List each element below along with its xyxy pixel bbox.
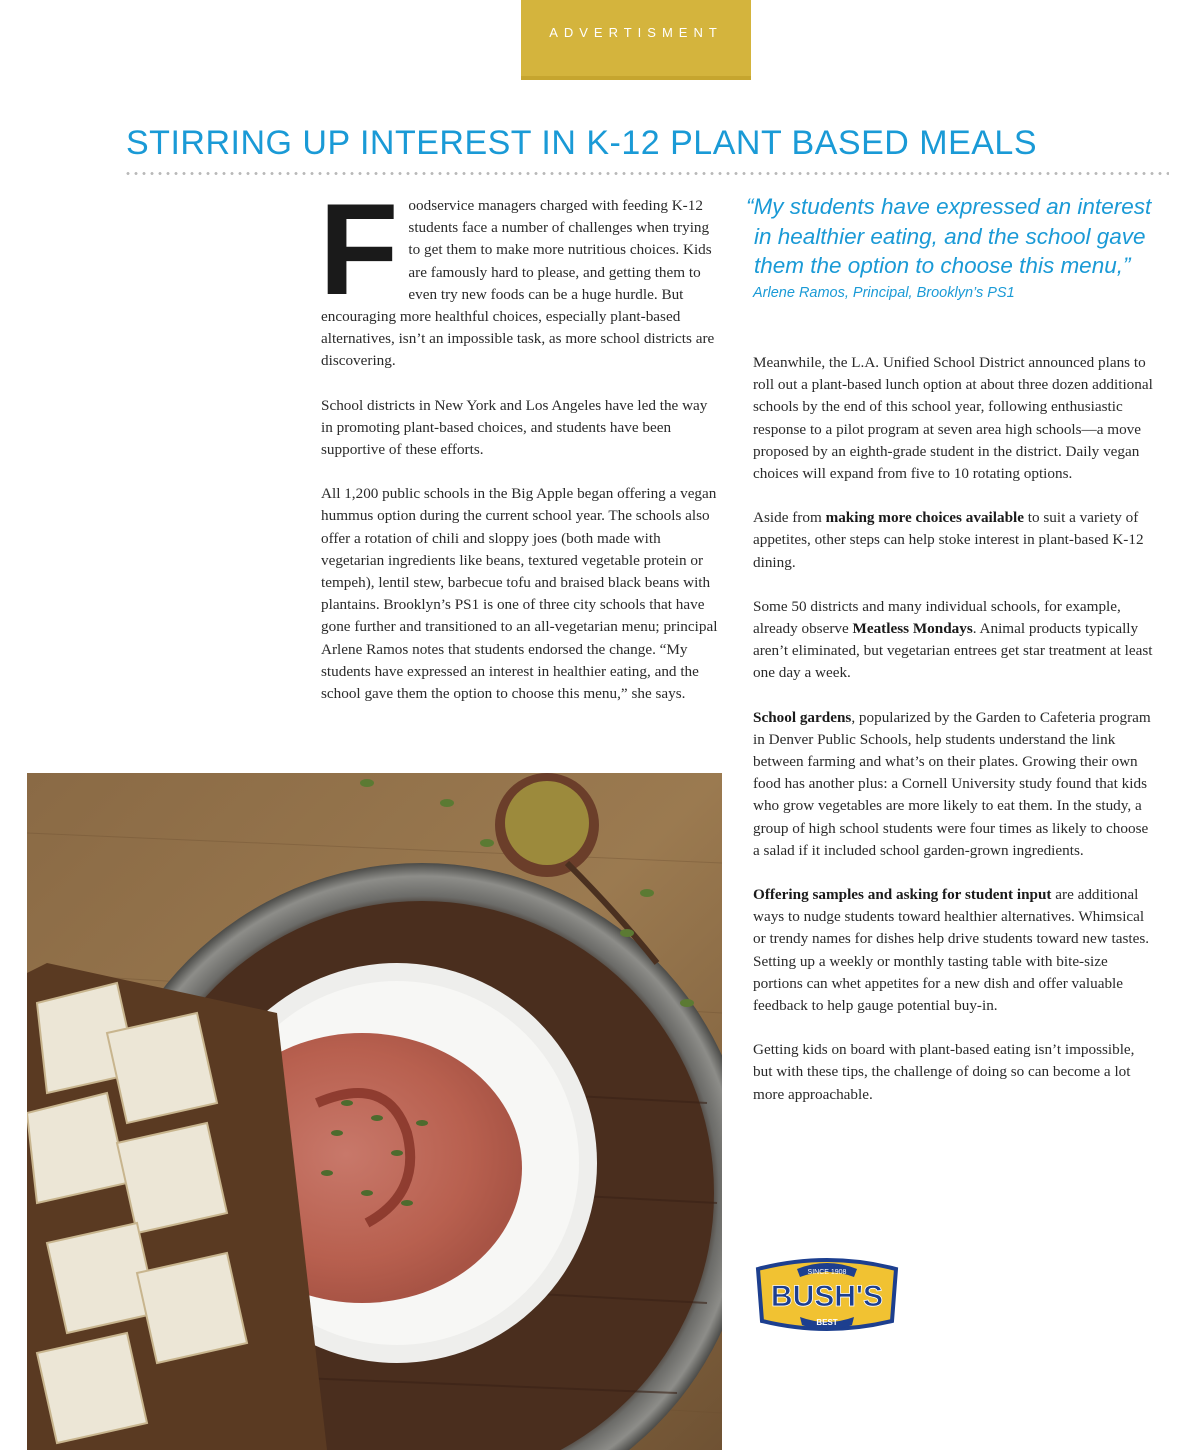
- dotted-divider: [124, 172, 1169, 175]
- advertisement-label: ADVERTISMENT: [549, 24, 723, 40]
- advertisement-banner: [521, 0, 751, 80]
- paragraph: Aside from making more choices available to suit a variety of appetites, other steps can help stoke interest in plant-based K-12 dining.: [753, 509, 1144, 571]
- paragraph: Offering samples and asking for student input are additional ways to nudge students toward healthier alternatives. Whimsical or trendy names for dishes help drive students toward new tastes. Setting up a weekly or monthly tasting table with bite-size portions can whet appetites for a new dish and offer valuable feedback to help gauge potential buy-in.: [753, 886, 1150, 1015]
- intro-paragraph: Foodservice managers charged with feeding K-12 students face a number of challenges when trying to get them to make more nutritious choices. Kids are famously hard to please, and getting them to even try new foods can be a huge hurdle. But encouraging more healthful choices, especially plant-based alternatives, isn’t an impossible task, as more school districts are discovering.: [319, 176, 715, 370]
- right-column: [753, 352, 1153, 1128]
- logo-brand-text: BUSH'S: [770, 1280, 884, 1313]
- pull-quote-text: “My students have expressed an interest in healthier eating, and the school gave them the option to choose this menu,”: [746, 194, 1152, 278]
- bold-phrase: Meatless Mondays: [852, 620, 973, 638]
- pull-quote-attribution: Arlene Ramos, Principal, Brooklyn’s PS1: [753, 284, 1015, 301]
- pull-quote: [746, 192, 1166, 301]
- bold-phrase: School gardens: [753, 708, 852, 726]
- paragraph: Meanwhile, the L.A. Unified School District announced plans to roll out a plant-based lunch option at about three dozen additional schools by the end of this school year, following enthusiastic response to a pilot program at seven area high schools—a move proposed by an eighth-grade student in the district. Daily vegan choices will expand from five to 10 rotating options.: [753, 354, 1153, 483]
- paragraph: School districts in New York and Los Angeles have led the way in promoting plant-based choices, and students have been supportive of these efforts.: [321, 396, 708, 459]
- paragraph: School gardens, popularized by the Garden to Cafeteria program in Denver Public Schools, help students understand the link between farming and what’s on their plates. Growing their own food has another plus: a Cornell University study found that kids who grow vegetables are more likely to eat them. In the study, a group of high school students were four times as likely to choose a salad if it included school garden-grown ingredients.: [753, 708, 1151, 859]
- bold-phrase: Offering samples and asking for student input: [753, 886, 1052, 904]
- paragraph: Getting kids on board with plant-based eating isn’t impossible, but with these tips, the challenge of doing so can become a lot more approachable.: [753, 1041, 1135, 1103]
- bushs-best-logo: [752, 1255, 902, 1333]
- paragraph: All 1,200 public schools in the Big Apple began offering a vegan hummus option during the current school year. The schools also offer a rotation of chili and sloppy joes (both made with vegetarian ingredients like beans, textured vegetable protein or tempeh), lentil stew, barbecue tofu and braised black beans with plantains. Brooklyn’s PS1 is one of three city schools that have gone further and transitioned to an all-vegetarian menu; principal Arlene Ramos notes that students endorsed the change. “My students have expressed an interest in healthier eating, and the school gave them the option to choose this menu,” she says.: [321, 485, 718, 703]
- bold-phrase: making more choices available: [825, 509, 1024, 527]
- hummus-photo: [27, 773, 722, 1450]
- drop-cap: F: [319, 176, 399, 322]
- logo-since-text: SINCE 1908: [807, 1269, 847, 1276]
- logo-best-text: BEST: [816, 1318, 838, 1327]
- left-column: [319, 176, 721, 727]
- article-headline: STIRRING UP INTEREST IN K-12 PLANT BASED MEALS: [126, 124, 1038, 162]
- paragraph: Some 50 districts and many individual schools, for example, already observe Meatless Mondays. Animal products typically aren’t eliminated, but vegetarian entrees get star treatment at least one day a week.: [753, 597, 1153, 682]
